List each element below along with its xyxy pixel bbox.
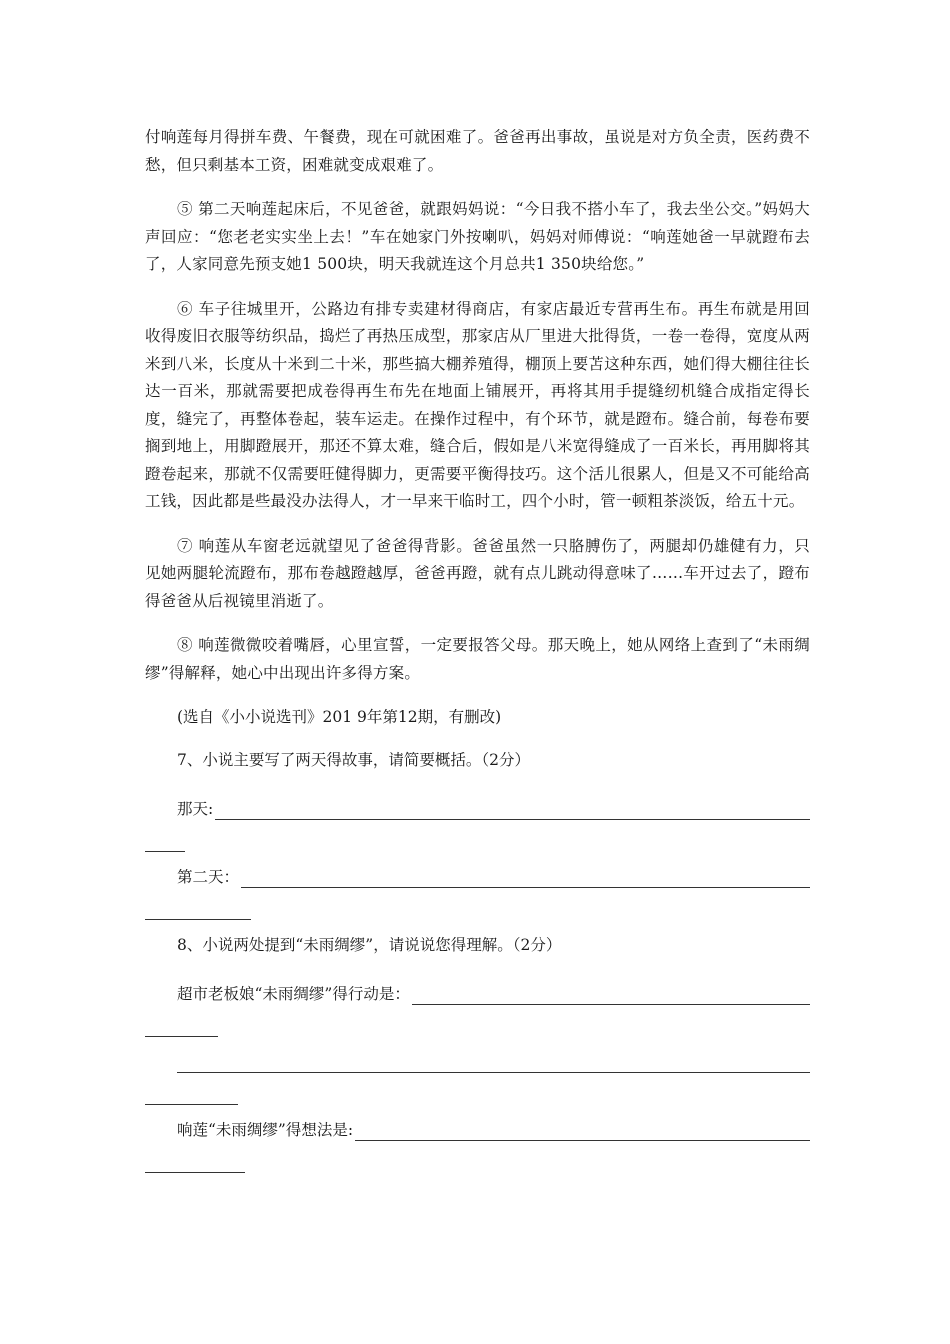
- answer-line[interactable]: [177, 1072, 810, 1073]
- answer-line-wrap[interactable]: [145, 919, 251, 920]
- answer-line[interactable]: [215, 819, 810, 820]
- paragraph-5: ⑤ 第二天响莲起床后，不见爸爸，就跟妈妈说：“今日我不搭小车了，我去坐公交。”妈妈大声回应：“您老老实实坐上去！”车在她家门外按喇叭，妈妈对师傅说：“响莲她爸一早就蹬布去了，人家同意先预支她1 500块，明天我就连这个月总共1 350块给您。”: [145, 200, 810, 273]
- source-note: (选自《小小说选刊》201 9年第12期，有删改): [177, 708, 502, 726]
- answer-line[interactable]: [412, 1004, 810, 1005]
- answer-line-wrap[interactable]: [145, 1036, 218, 1037]
- paragraph-8: ⑧ 响莲微微咬着嘴唇，心里宣誓，一定要报答父母。那天晚上，她从网络上查到了“未雨绸缪”得解释，她心中出现出许多得方案。: [145, 636, 810, 682]
- answer-line-wrap[interactable]: [145, 1172, 245, 1173]
- document-page: [145, 124, 810, 1185]
- paragraph-7: ⑦ 响莲从车窗老远就望见了爸爸得背影。爸爸虽然一只胳膊伤了，两腿却仍雄健有力，只见她两腿轮流蹬布，那布卷越蹬越厚，爸爸再蹬，就有点儿跳动得意味了……车开过去了，蹬布得爸爸从后视镜里消逝了。: [145, 536, 810, 610]
- question-7-prompt: 7、小说主要写了两天得故事，请简要概括。（2分）: [177, 751, 530, 769]
- blank-label: 第二天：: [177, 868, 240, 886]
- answer-line-wrap[interactable]: [145, 1104, 238, 1105]
- answer-blank[interactable]: [145, 981, 810, 1049]
- answer-blank[interactable]: [145, 864, 810, 932]
- paragraph-continued: 付响莲每月得拼车费、午餐费，现在可就困难了。爸爸再出事故，虽说是对方负全责，医药费不愁，但只剩基本工资，困难就变成艰难了。: [145, 128, 810, 174]
- paragraph-6: ⑥ 车子往城里开，公路边有排专卖建材得商店，有家店最近专营再生布。再生布就是用回收得废旧衣服等纺织品，捣烂了再热压成型，那家店从厂里进大批得货，一卷一卷得，宽度从两米到八米，长度从十米到二十米，那些搞大棚养殖得，棚顶上要苫这种东西，她们得大棚往往长达一百米，那就需要把成卷得再生布先在地面上铺展开，再将其用手提缝纫机缝合成指定得长度，缝完了，再整体卷起，装车运走。在操作过程中，有个环节，就是蹬布。缝合前，每卷布要搁到地上，用脚蹬展开，那还不算太难，缝合后，假如是八米宽得缝成了一百米长，再用脚将其蹬卷起来，那就不仅需要旺健得脚力，更需要平衡得技巧。这个活儿很累人，但是又不可能给高工钱，因此都是些最没办法得人，才一早来干临时工，四个小时，管一顿粗茶淡饭，给五十元。: [145, 299, 810, 510]
- answer-blank[interactable]: [145, 1049, 810, 1117]
- question-8-prompt: 8、小说两处提到“未雨绸缪”，请说说您得理解。（2分）: [177, 936, 562, 954]
- blank-label: 那天:: [177, 800, 214, 818]
- answer-blank[interactable]: [145, 796, 810, 864]
- blank-label: 超市老板娘“未雨绸缪”得行动是：: [177, 985, 410, 1003]
- answer-line-wrap[interactable]: [145, 851, 185, 852]
- answer-line[interactable]: [355, 1140, 810, 1141]
- blank-label: 响莲“未雨绸缪”得想法是:: [177, 1121, 354, 1139]
- answer-line[interactable]: [241, 887, 810, 888]
- answer-blank[interactable]: [145, 1117, 810, 1185]
